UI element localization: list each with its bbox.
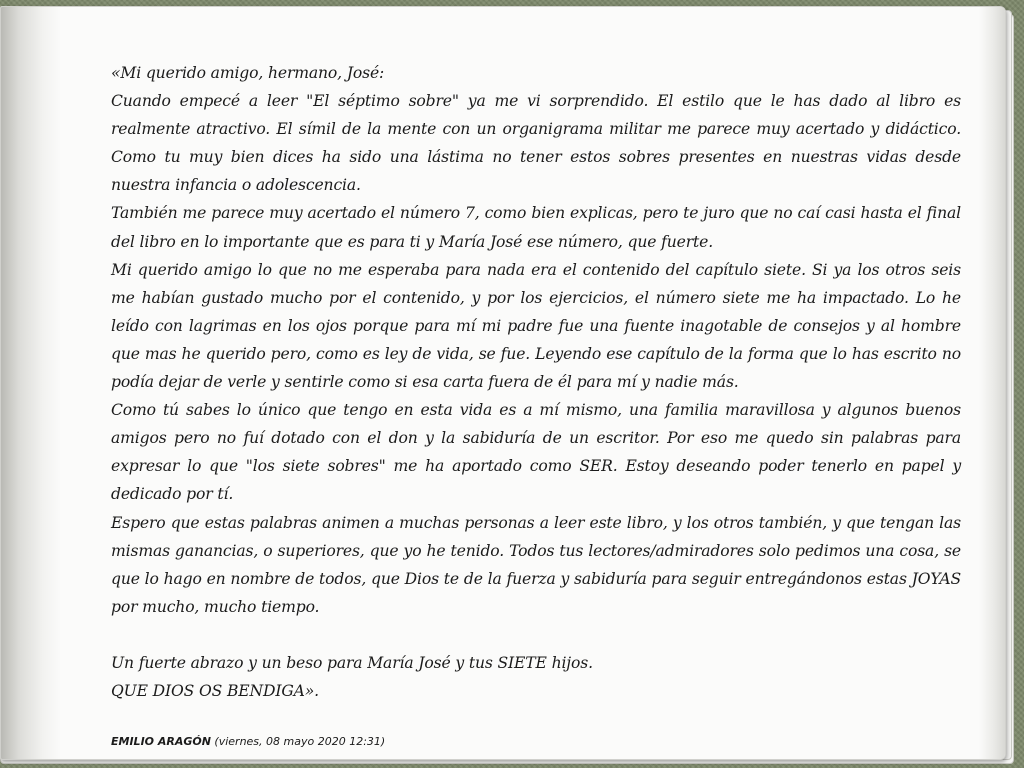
letter-paragraph: Como tú sabes lo único que tengo en esta vida es a mí mismo, una familia maravillosa y algunos buenos amigos pero no fuí dotado con el don y la sabiduría de un escritor. Por eso me quedo sin palabras para expresar lo que "los siete sobres" me ha aportado como SER. Estoy deseando poder tenerlo en papel y dedicado por tí. — [111, 401, 961, 504]
comment-date: (viernes, 08 mayo 2020 12:31) — [214, 735, 386, 748]
letter-paragraph: Mi querido amigo lo que no me esperaba para nada era el contenido del capítulo siete. Si ya los otros seis me habían gustado mucho por el contenido, y por los ejercicios, el número siete me ha impactado. Lo he leído con lagrimas en los ojos porque para mí mi padre fue una fuente inagotable de consejos y al hombre que mas he querido pero, como es ley de vida, se fue. Leyendo ese capítulo de la forma que lo has escrito no podía dejar de verle y sentirle como si esa carta fuera de él para mí y nadie más. — [111, 260, 961, 392]
paragraph-spacer — [111, 621, 961, 649]
notebook-page — [0, 6, 1006, 760]
letter-paragraph: También me parece muy acertado el número 7, como bien explicas, pero te juro que no caí casi hasta el final del libro en lo importante que es para ti y María José ese número, que fuerte. — [111, 204, 961, 251]
letter-closing: Un fuerte abrazo y un beso para María José y tus SIETE hijos. — [111, 653, 593, 672]
notebook — [0, 6, 1020, 764]
page-curl — [979, 7, 1005, 759]
author-name: EMILIO ARAGÓN — [111, 735, 211, 748]
binding-shadow — [1, 7, 61, 759]
letter-paragraph: Cuando empecé a leer "El séptimo sobre" ya me vi sorprendido. El estilo que le has dado al libro es realmente atractivo. El símil de la mente con un organigrama militar me parece muy acertado y didáctico. Como tu muy bien dices ha sido una lástima no tener estos sobres presentes en nuestras vidas desde nuestra infancia o adolescencia. — [111, 92, 961, 195]
letter-blessing: QUE DIOS OS BENDIGA». — [111, 682, 319, 701]
comment-signature — [111, 735, 385, 748]
letter-greeting: «Mi querido amigo, hermano, José: — [111, 64, 385, 82]
letter-paragraph: Espero que estas palabras animen a muchas personas a leer este libro, y los otros también, y que tengan las mismas ganancias, o superiores, que yo he tenido. Todos tus lectores/admiradores solo pedimos una cosa, se que lo hago en nombre de todos, que Dios te de la fuerza y sabiduría para seguir entregándonos estas JOYAS por mucho, mucho tiempo. — [111, 513, 961, 616]
letter-body — [111, 59, 961, 705]
